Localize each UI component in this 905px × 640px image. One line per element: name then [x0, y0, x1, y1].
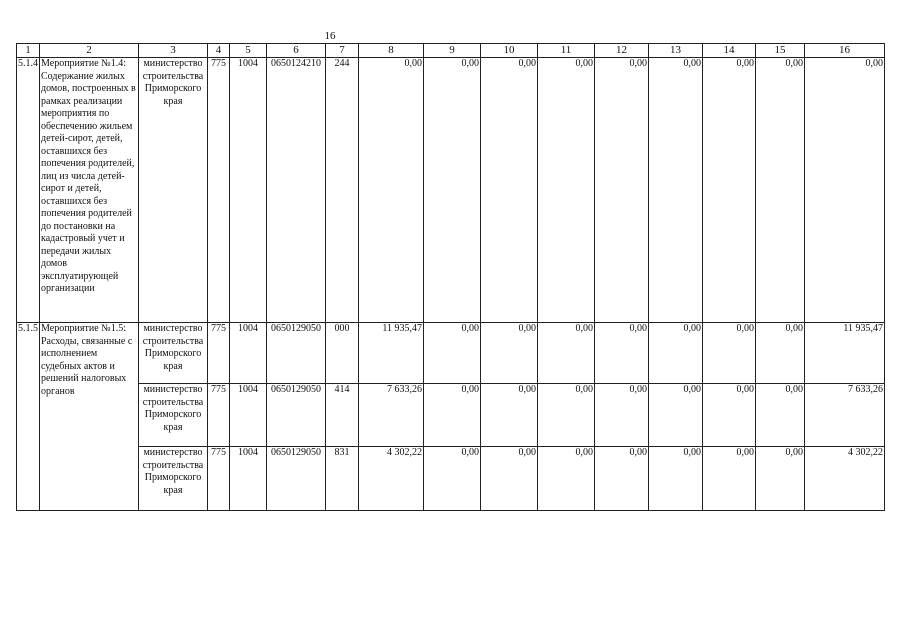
row-c5: 1004	[230, 447, 267, 511]
row-value: 0,00	[756, 58, 805, 323]
row-org: министерство строительства Приморского края	[139, 384, 208, 447]
row-c4: 775	[208, 447, 230, 511]
col-header: 1	[17, 44, 40, 58]
row-c6: 0650129050	[267, 447, 326, 511]
row-value: 0,00	[359, 58, 424, 323]
col-header: 10	[481, 44, 538, 58]
row-c7: 244	[326, 58, 359, 323]
row-value: 7 633,26	[359, 384, 424, 447]
col-header: 7	[326, 44, 359, 58]
col-header: 14	[703, 44, 756, 58]
row-c6: 0650129050	[267, 323, 326, 384]
row-c4: 775	[208, 384, 230, 447]
row-value: 0,00	[756, 447, 805, 511]
row-value: 0,00	[595, 384, 649, 447]
col-header: 16	[805, 44, 885, 58]
row-value: 0,00	[595, 323, 649, 384]
row-value: 11 935,47	[359, 323, 424, 384]
row-org: министерство строительства Приморского края	[139, 58, 208, 323]
row-c4: 775	[208, 58, 230, 323]
row-value: 0,00	[649, 323, 703, 384]
row-value: 0,00	[649, 58, 703, 323]
row-c6: 0650124210	[267, 58, 326, 323]
row-name: Мероприятие №1.5: Расходы, связанные с исполнением судебных актов и решений налоговых органов	[40, 323, 139, 511]
col-header: 4	[208, 44, 230, 58]
col-header: 8	[359, 44, 424, 58]
row-value: 0,00	[481, 58, 538, 323]
row-value: 0,00	[481, 384, 538, 447]
header-row	[17, 44, 885, 58]
row-org: министерство строительства Приморского края	[139, 323, 208, 384]
col-header: 15	[756, 44, 805, 58]
row-value: 0,00	[538, 447, 595, 511]
row-c4: 775	[208, 323, 230, 384]
col-header: 13	[649, 44, 703, 58]
row-value: 0,00	[805, 58, 885, 323]
col-header: 11	[538, 44, 595, 58]
table-row	[17, 384, 885, 447]
row-value: 0,00	[481, 323, 538, 384]
row-org: министерство строительства Приморского края	[139, 447, 208, 511]
row-value: 0,00	[538, 384, 595, 447]
row-value: 0,00	[756, 323, 805, 384]
row-value: 7 633,26	[805, 384, 885, 447]
col-header: 5	[230, 44, 267, 58]
row-c7: 000	[326, 323, 359, 384]
row-value: 0,00	[424, 447, 481, 511]
table-row	[17, 58, 885, 323]
row-c5: 1004	[230, 323, 267, 384]
row-value: 0,00	[703, 323, 756, 384]
row-value: 0,00	[703, 447, 756, 511]
row-value: 0,00	[424, 384, 481, 447]
row-value: 0,00	[595, 447, 649, 511]
budget-table	[16, 43, 885, 511]
row-c7: 414	[326, 384, 359, 447]
row-value: 0,00	[538, 323, 595, 384]
col-header: 12	[595, 44, 649, 58]
row-c6: 0650129050	[267, 384, 326, 447]
row-name: Мероприятие №1.4: Содержание жилых домов, построенных в рамках реализации мероприятия по обеспечению жильем детей-сирот, детей, оставшихся без попечения родителей, лиц из числа детей-сирот и детей, оставшихся без попечения родителей до постановки на кадастровый учет и передачи жилых домов эксплуатирующей организации	[40, 58, 139, 323]
row-c5: 1004	[230, 384, 267, 447]
table-row	[17, 323, 885, 384]
row-value: 0,00	[538, 58, 595, 323]
col-header: 3	[139, 44, 208, 58]
row-value: 0,00	[481, 447, 538, 511]
row-c7: 831	[326, 447, 359, 511]
row-value: 11 935,47	[805, 323, 885, 384]
row-code: 5.1.5	[17, 323, 40, 511]
row-value: 0,00	[424, 323, 481, 384]
row-code: 5.1.4	[17, 58, 40, 323]
row-value: 0,00	[649, 384, 703, 447]
col-header: 2	[40, 44, 139, 58]
row-value: 4 302,22	[359, 447, 424, 511]
row-c5: 1004	[230, 58, 267, 323]
col-header: 6	[267, 44, 326, 58]
row-value: 0,00	[649, 447, 703, 511]
row-value: 0,00	[703, 384, 756, 447]
table-row	[17, 447, 885, 511]
row-value: 0,00	[756, 384, 805, 447]
row-value: 4 302,22	[805, 447, 885, 511]
row-value: 0,00	[703, 58, 756, 323]
col-header: 9	[424, 44, 481, 58]
row-value: 0,00	[424, 58, 481, 323]
page-number: 16	[324, 30, 336, 42]
row-value: 0,00	[595, 58, 649, 323]
